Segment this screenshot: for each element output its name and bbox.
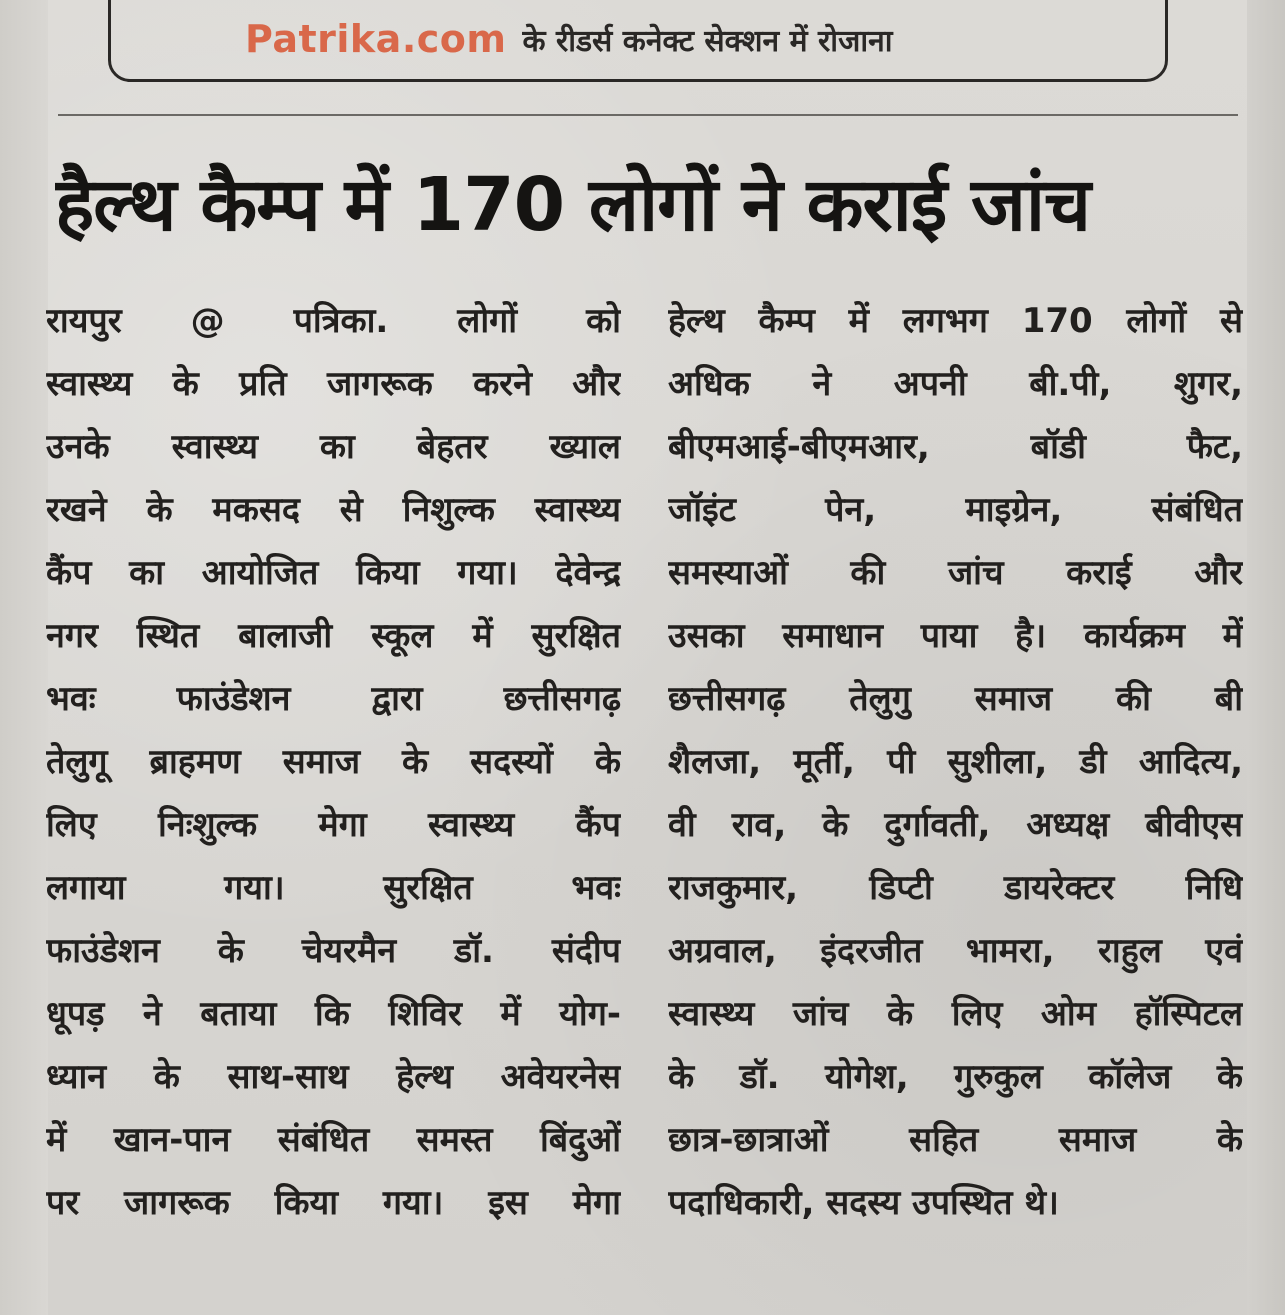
page-fold-shadow (0, 0, 48, 1315)
article-line: समस्याओं की जांच कराई और (668, 553, 1243, 593)
article-line: रायपुर @ पत्रिका. लोगों को (46, 301, 621, 341)
article-line: उनके स्वास्थ्य का बेहतर ख्याल (46, 427, 621, 467)
article-line: स्वास्थ्य के प्रति जागरूक करने और (46, 364, 621, 404)
article-line: छात्र-छात्राओं सहित समाज के (668, 1120, 1243, 1160)
promo-brand-name: Patrika.com (245, 17, 507, 61)
article-line: जॉइंट पेन, माइग्रेन, संबंधित (668, 490, 1243, 530)
article-line: में खान-पान संबंधित समस्त बिंदुओं (46, 1120, 621, 1160)
article-line: बीएमआई-बीएमआर, बॉडी फैट, (668, 427, 1243, 467)
article-headline: हैल्थ कैम्प में 170 लोगों ने कराई जांच (55, 162, 1091, 248)
article-column-left (46, 290, 621, 1235)
section-divider (58, 114, 1238, 116)
article-line: के डॉ. योगेश, गुरुकुल कॉलेज के (668, 1057, 1243, 1097)
article-line: हेल्थ कैम्प में लगभग 170 लोगों से (668, 301, 1243, 341)
article-line: भवः फाउंडेशन द्वारा छत्तीसगढ़ (46, 679, 621, 719)
article-column-right (668, 290, 1243, 1235)
article-line: पदाधिकारी, सदस्य उपस्थित थे। (668, 1183, 1059, 1223)
article-line: अग्रवाल, इंदरजीत भामरा, राहुल एवं (668, 931, 1243, 971)
article-line: उसका समाधान पाया है। कार्यक्रम में (668, 616, 1243, 656)
article-line: स्वास्थ्य जांच के लिए ओम हॉस्पिटल (668, 994, 1243, 1034)
article-line: पर जागरूक किया गया। इस मेगा (46, 1183, 621, 1223)
article-line: रखने के मकसद से निशुल्क स्वास्थ्य (46, 490, 621, 530)
article-line: छत्तीसगढ़ तेलुगु समाज की बी (668, 679, 1243, 719)
promo-text: के रीडर्स कनेक्ट सेक्शन में रोजाना (522, 23, 893, 59)
article-line: राजकुमार, डिप्टी डायरेक्टर निधि (668, 868, 1243, 908)
article-line: लिए निःशुल्क मेगा स्वास्थ्य कैंप (46, 805, 621, 845)
article-line: फाउंडेशन के चेयरमैन डॉ. संदीप (46, 931, 621, 971)
article-line: शैलजा, मूर्ती, पी सुशीला, डी आदित्य, (668, 742, 1243, 782)
article-line: अधिक ने अपनी बी.पी, शुगर, (668, 364, 1243, 404)
article-line: वी राव, के दुर्गावती, अध्यक्ष बीवीएस (668, 805, 1243, 845)
article-line: ध्यान के साथ-साथ हेल्थ अवेयरनेस (46, 1057, 621, 1097)
article-line: लगाया गया। सुरक्षित भवः (46, 868, 621, 908)
readers-connect-promo (245, 14, 893, 64)
article-line: तेलुगू ब्राहमण समाज के सदस्यों के (46, 742, 621, 782)
page-edge-shadow (1247, 0, 1285, 1315)
article-line: कैंप का आयोजित किया गया। देवेन्द्र (46, 553, 621, 593)
article-line: नगर स्थित बालाजी स्कूल में सुरक्षित (46, 616, 621, 656)
article-line: धूपड़ ने बताया कि शिविर में योग- (46, 994, 621, 1034)
